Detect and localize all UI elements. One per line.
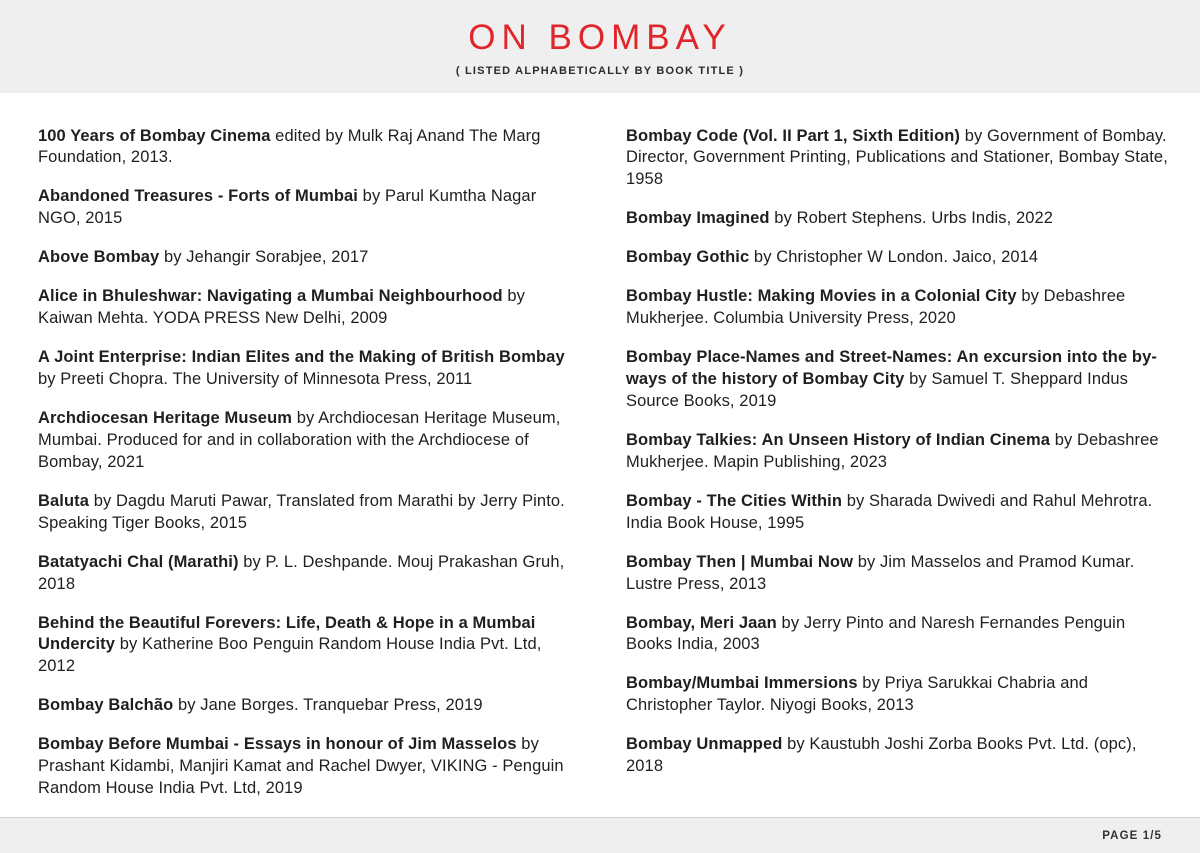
book-details: by Sharada Dwivedi and Rahul Mehrotra. India Book House, 1995 (626, 491, 1153, 532)
bibliography-content (0, 93, 1200, 817)
list-item (626, 208, 1170, 230)
page-subtitle: ( LISTED ALPHABETICALLY BY BOOK TITLE ) (455, 64, 745, 77)
list-item (626, 430, 1170, 474)
book-details: by Jane Borges. Tranquebar Press, 2019 (173, 696, 483, 715)
list-item (38, 695, 578, 717)
book-details: by Samuel T. Sheppard Indus Source Books, 2019 (626, 370, 1129, 410)
book-details: by Parul Kumtha Nagar NGO, 2015 (38, 187, 537, 228)
book-details: by P. L. Deshpande. Mouj Prakashan Gruh, 2018 (38, 552, 565, 593)
list-item (626, 734, 1170, 778)
book-title: Bombay Gothic (626, 248, 750, 267)
book-details: by Jehangir Sorabjee, 2017 (159, 248, 369, 267)
book-details: by Debashree Mukherjee. Mapin Publishing, 2023 (626, 430, 1159, 471)
list-item (626, 247, 1170, 269)
list-item (38, 247, 578, 269)
book-title: Archdiocesan Heritage Museum (38, 408, 293, 427)
book-details: by Jim Masselos and Pramod Kumar. Lustre Press, 2013 (626, 552, 1135, 593)
book-details: by Archdiocesan Heritage Museum, Mumbai. Produced for and in collaboration with the Archdiocese of Bombay, 2021 (38, 408, 561, 471)
list-item (626, 347, 1170, 413)
list-item (38, 491, 578, 535)
list-item (38, 347, 578, 391)
book-details: by Preeti Chopra. The University of Minnesota Press, 2011 (38, 370, 473, 388)
book-title: Batatyachi Chal (Marathi) (38, 552, 239, 571)
book-details: by Christopher W London. Jaico, 2014 (749, 248, 1039, 267)
bibliography-column-right (600, 109, 1200, 817)
list-item (626, 552, 1170, 596)
book-title: Bombay Imagined (626, 209, 770, 228)
list-item (38, 126, 578, 170)
book-title: Bombay, Meri Jaan (626, 613, 777, 632)
book-title: Behind the Beautiful Forevers: Life, Death & Hope in a Mumbai Undercity (38, 613, 536, 654)
book-title: A Joint Enterprise: Indian Elites and the Making of British Bombay (38, 348, 565, 367)
book-details: by Jerry Pinto and Naresh Fernandes Penguin Books India, 2003 (626, 613, 1126, 654)
list-item (626, 286, 1170, 330)
page-number: PAGE 1/5 (1102, 829, 1162, 842)
book-title: Bombay Code (Vol. II Part 1, Sixth Edition) (626, 126, 961, 145)
list-item (38, 186, 578, 230)
page-footer (0, 817, 1200, 853)
book-title: Bombay - The Cities Within (626, 491, 843, 510)
list-item (626, 126, 1170, 192)
bibliography-column-left (0, 109, 600, 817)
book-title: Abandoned Treasures - Forts of Mumbai (38, 187, 358, 206)
book-title: Above Bombay (38, 248, 160, 267)
book-title: Bombay Before Mumbai - Essays in honour of Jim Masselos (38, 735, 517, 754)
list-item (626, 673, 1170, 717)
list-item (38, 734, 578, 800)
book-details: by Priya Sarukkai Chabria and Christopher Taylor. Niyogi Books, 2013 (626, 674, 1089, 715)
page-title: ON BOMBAY (468, 18, 732, 58)
book-title: Bombay Talkies: An Unseen History of Indian Cinema (626, 430, 1051, 449)
book-details: by Government of Bombay. Director, Government Printing, Publications and Stationer, Bombay State, 1958 (626, 126, 1168, 189)
book-title: Bombay Unmapped (626, 735, 783, 754)
list-item (626, 613, 1170, 657)
list-item (38, 613, 578, 679)
book-title: Bombay Balchão (38, 696, 174, 715)
book-details: edited by Mulk Raj Anand The Marg Foundation, 2013. (38, 126, 541, 167)
book-title: Bombay Hustle: Making Movies in a Colonial City (626, 287, 1017, 306)
list-item (38, 286, 578, 330)
list-item (38, 408, 578, 474)
book-details: by Katherine Boo Penguin Random House India Pvt. Ltd, 2012 (38, 635, 542, 676)
book-title: Bombay Then | Mumbai Now (626, 552, 854, 571)
book-details: by Kaustubh Joshi Zorba Books Pvt. Ltd. (opc), 2018 (626, 735, 1137, 776)
book-details: by Debashree Mukherjee. Columbia University Press, 2020 (626, 287, 1126, 328)
book-details: by Robert Stephens. Urbs Indis, 2022 (769, 209, 1054, 228)
book-title: Alice in Bhuleshwar: Navigating a Mumbai Neighbourhood (38, 287, 503, 306)
book-title: Bombay/Mumbai Immersions (626, 674, 858, 693)
book-title: 100 Years of Bombay Cinema (38, 126, 271, 145)
book-title: Baluta (38, 491, 90, 510)
book-details: by Kaiwan Mehta. YODA PRESS New Delhi, 2009 (38, 287, 525, 328)
book-details: by Prashant Kidambi, Manjiri Kamat and Rachel Dwyer, VIKING - Penguin Random House India Pvt. Ltd, 2019 (38, 735, 564, 798)
list-item (626, 491, 1170, 535)
list-item (38, 552, 578, 596)
book-title: Bombay Place-Names and Street-Names: An excursion into the by-ways of the history of Bombay City (626, 348, 1157, 388)
page-header (0, 0, 1200, 93)
book-details: by Dagdu Maruti Pawar, Translated from Marathi by Jerry Pinto. Speaking Tiger Books, 2015 (38, 491, 565, 532)
